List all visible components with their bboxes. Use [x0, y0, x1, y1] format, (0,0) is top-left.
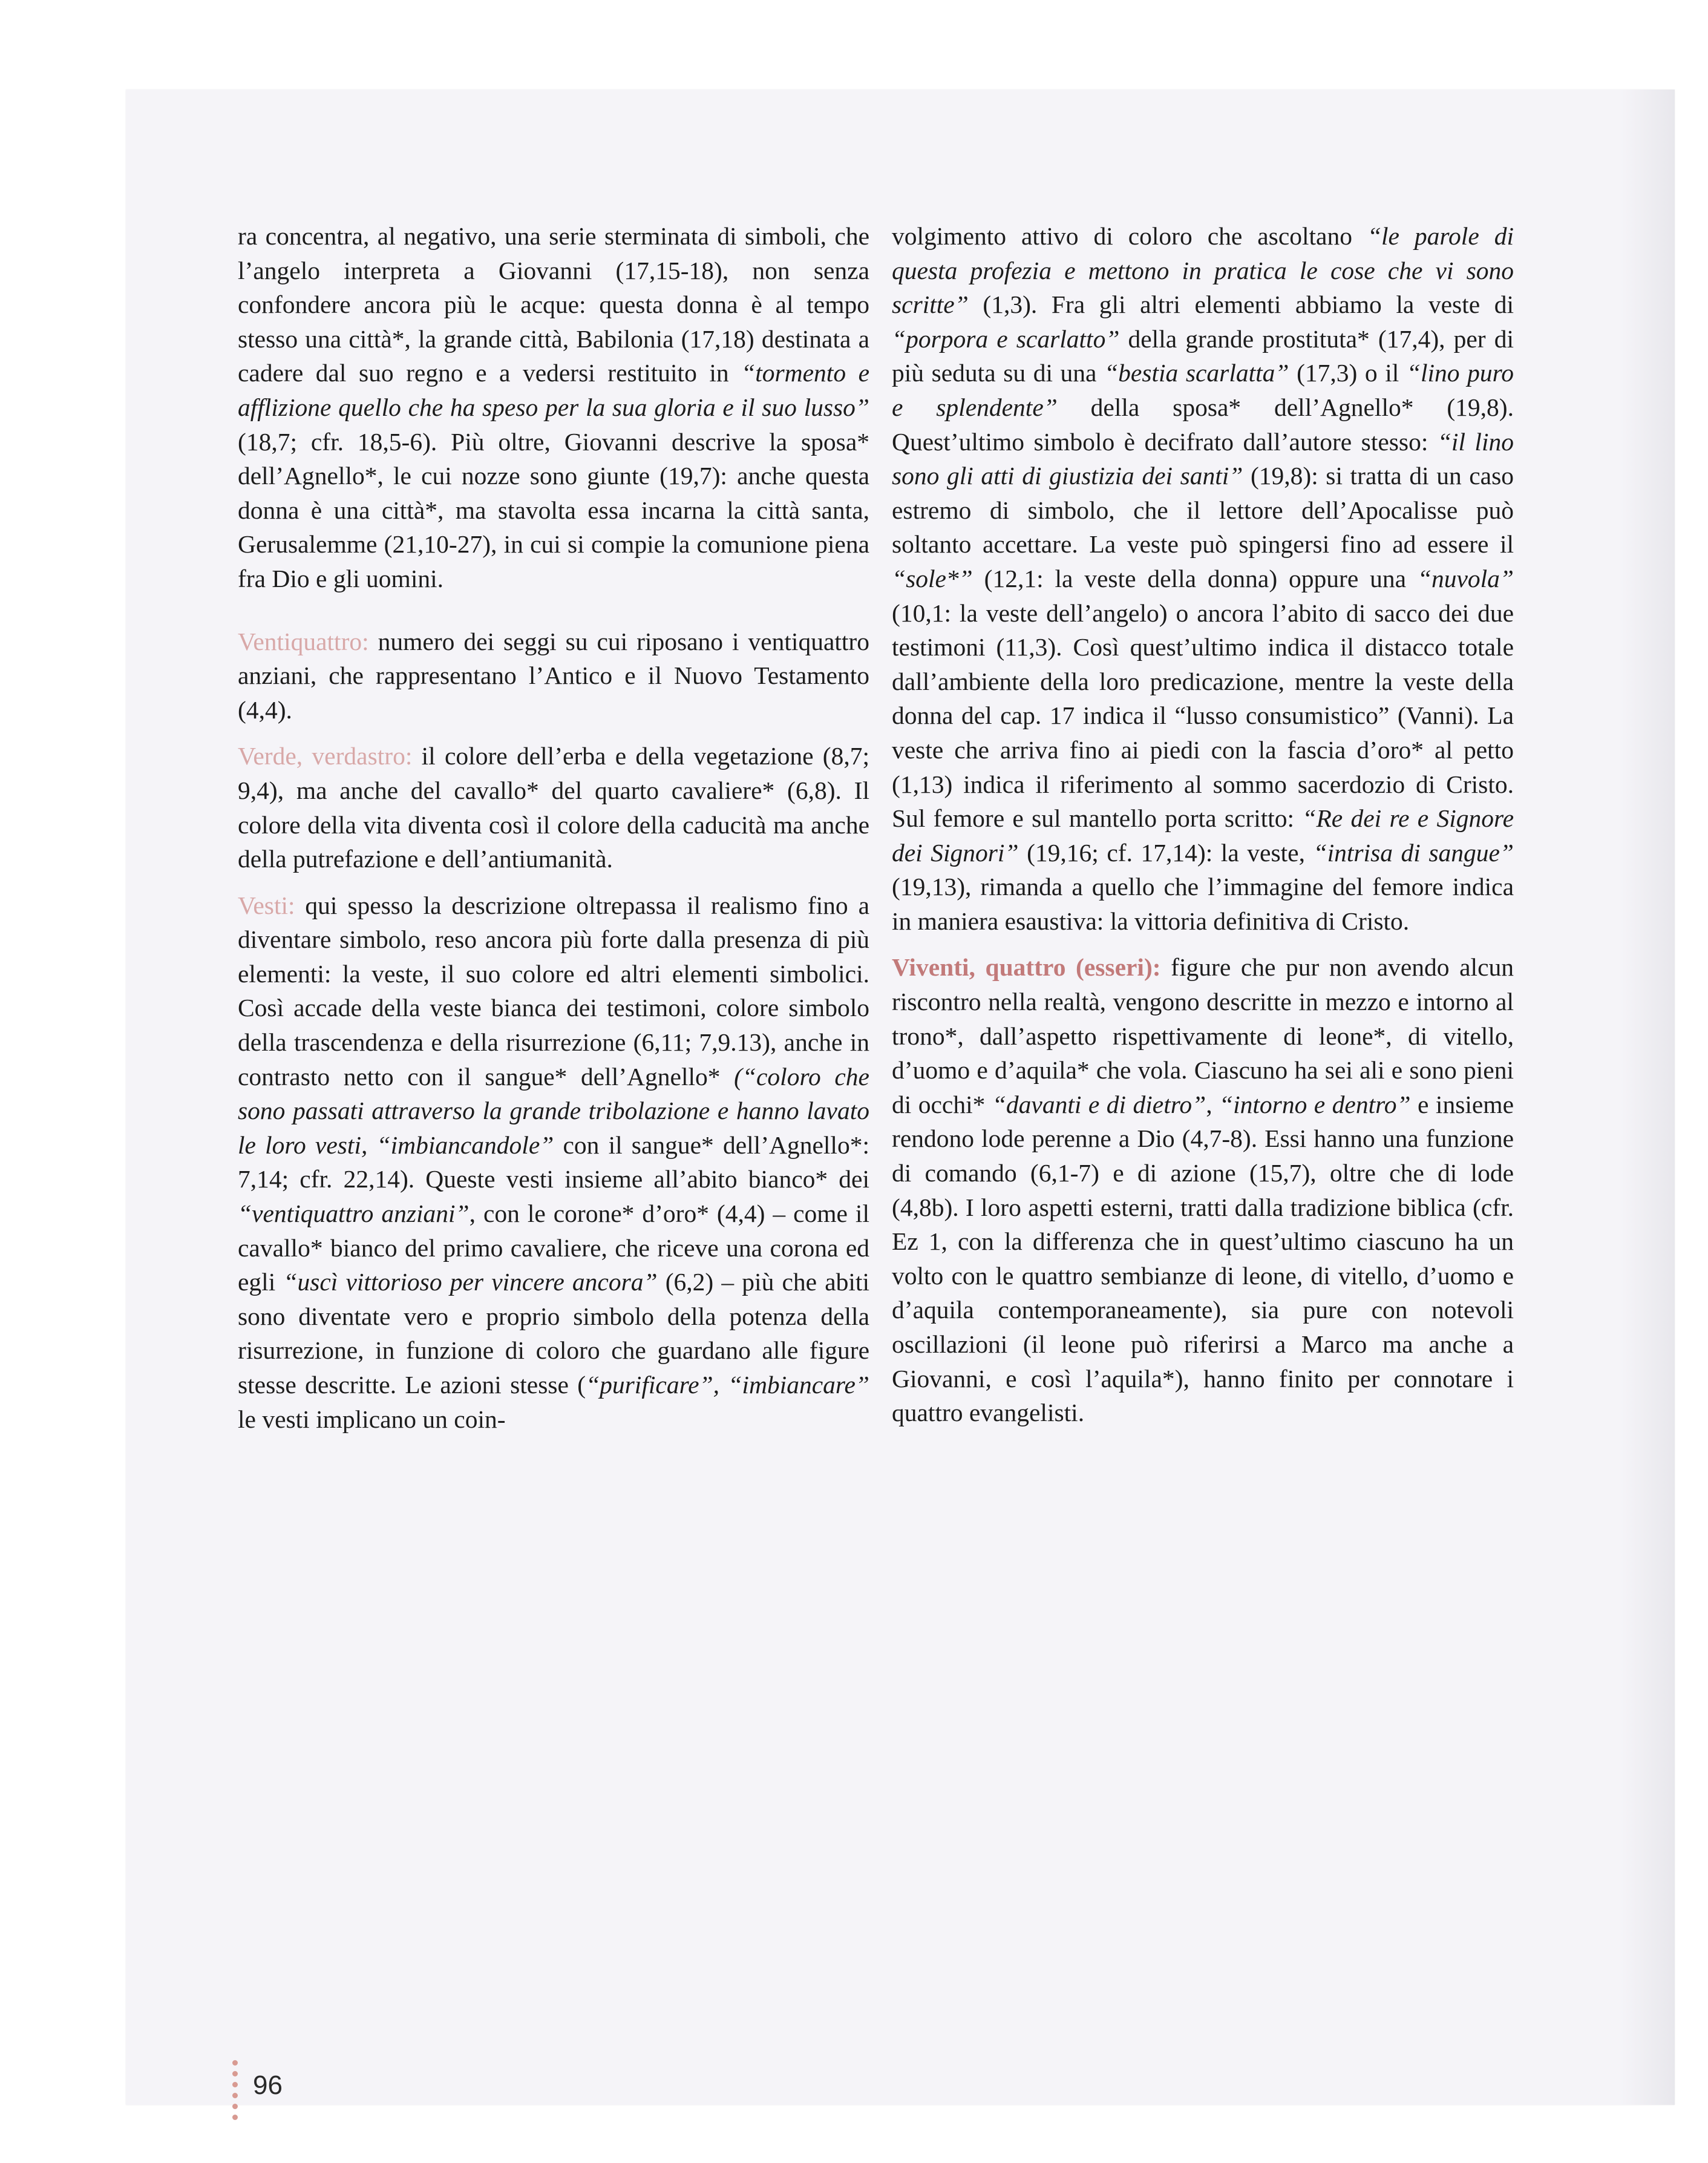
page-edge-shadow [1620, 90, 1675, 2105]
decorative-dot [232, 2115, 238, 2120]
vesti-continuation: volgimento attivo di coloro che ascoltano “le parole di questa profezia e mettono in pratica le cose che vi sono scritte” (1,3). Fra gli altri elementi abbiamo la veste di “porpora e scarlatto” della grande prostituta* (17,4), per di più seduta su di una “bestia scarlatta” (17,3) o il “lino puro e splendente” della sposa* dell’Agnello* (19,8). Quest’ultimo simbolo è decifrato dall’autore stesso: “il lino sono gli atti di giustizia dei santi” (19,8): si tratta di un caso estremo di simbolo, che il lettore dell’Apocalisse può soltanto accettare. La veste può spingersi fino ad essere il “sole*” (12,1: la veste della donna) oppure una “nuvola” (10,1: la veste dell’angelo) o ancora l’abito di sacco dei due testimoni (11,3). Così quest’ultimo indica il distacco totale dall’ambiente della loro predicazione, mentre la veste della donna del cap. 17 indica il “lusso consumistico” (Vanni). La veste che arriva fino ai piedi con la fascia d’oro* al petto (1,13) indica il riferimento al sommo sacerdozio di Cristo. Sul femore e sul mantello porta scritto: “Re dei re e Signore dei Signori” (19,16; cf. 17,14): la veste, “intrisa di sangue” (19,13), rimanda a quello che l’immagine del femore indica in maniera esaustiva: la vittoria definitiva di Cristo. [892, 222, 1514, 935]
decorative-dot [232, 2071, 238, 2076]
entry-term: Verde, verdastro: [238, 742, 413, 770]
entry-viventi: Viventi, quattro (esseri): figure che pur non avendo alcun riscontro nella realtà, vengono descritte in mezzo e intorno al trono*, dall’aspetto rispettivamente di leone*, di vitello, d’uomo e d’aquila* che vola. Ciascuno ha sei ali e sono pieni di occhi* “davanti e di dietro”, “intorno e dentro” e insieme rendono lode perenne a Dio (4,7-8). Essi hanno una funzione di comando (6,1-7) e di azione (15,7), oltre che di lode (4,8b). I loro aspetti esterni, tratti dalla tradizione biblica (cfr. Ez 1, con la differenza che in quest’ultimo ciascuno ha un volto con le quattro sembianze di leone, di vitello, d’uomo e d’aquila contemporaneamente), sia pure con notevoli oscillazioni (il leone può riferirsi a Marco ma anche a Giovanni, e così l’aquila*), hanno finito per connotare i quattro evangelisti. [892, 953, 1514, 1427]
intro-paragraph: ra concentra, al negativo, una serie sterminata di simboli, che l’angelo interpreta a Giovanni (17,15-18), non senza confondere ancora più le acque: questa donna è al tempo stesso una città*, la grande città, Babilonia (17,18) destinata a cadere dal suo regno e a vedersi restituito in “tormento e afflizione quello che ha speso per la sua gloria e il suo lusso” (18,7; cfr. 18,5-6). Più oltre, Giovanni descrive la sposa* dell’Agnello*, le cui nozze sono giunte (19,7): anche questa donna è una città*, ma stavolta essa incarna la città santa, Gerusalemme (21,10-27), in cui si compie la comunione piena fra Dio e gli uomini. [238, 222, 869, 592]
decorative-dot [232, 2082, 238, 2087]
entry-ventiquattro: Ventiquattro: numero dei seggi su cui riposano i ventiquattro anziani, che rappresentano l’Antico e il Nuovo Testamento (4,4). [238, 627, 869, 724]
right-column [892, 219, 1514, 1430]
entry-term: Ventiquattro: [238, 627, 369, 655]
decorative-dot [232, 2093, 238, 2098]
entry-term: Vesti: [238, 891, 295, 919]
page-number-dots [232, 2060, 241, 2130]
entry-vesti: Vesti: qui spesso la descrizione oltrepassa il realismo fino a diventare simbolo, reso ancora più forte dalla presenza di più elementi: la veste, il suo colore ed altri elementi simbolici. Così accade della veste bianca dei testimoni, colore simbolo della trascendenza e della risurrezione (6,11; 7,9.13), anche in contrasto netto con il sangue* dell’Agnello* (“coloro che sono passati attraverso la grande tribolazione e hanno lavato le loro vesti, “imbiancandole” con il sangue* dell’Agnello*: 7,14; cfr. 22,14). Queste vesti insieme all’abito bianco* dei “ventiquattro anziani”, con le corone* d’oro* (4,4) – come il cavallo* bianco del primo cavaliere, che riceve una corona ed egli “uscì vittorioso per vincere ancora” (6,2) – più che abiti sono diventate vero e proprio simbolo della potenza della risurrezione, in funzione di coloro che guardano alle figure stesse descritte. Le azioni stesse (“purificare”, “imbiancare” le vesti implicano un coin- [238, 891, 869, 1433]
decorative-dot [232, 2104, 238, 2109]
left-column [238, 219, 869, 1436]
decorative-dot [232, 2060, 238, 2066]
entry-verde: Verde, verdastro: il colore dell’erba e della vegetazione (8,7; 9,4), ma anche del cavallo* del quarto cavaliere* (6,8). Il colore della vita diventa così il colore della caducità ma anche della putrefazione e dell’antiumanità. [238, 742, 869, 873]
entry-term: Viventi, quattro (esseri): [892, 953, 1161, 982]
page-number: 96 [253, 2070, 283, 2100]
